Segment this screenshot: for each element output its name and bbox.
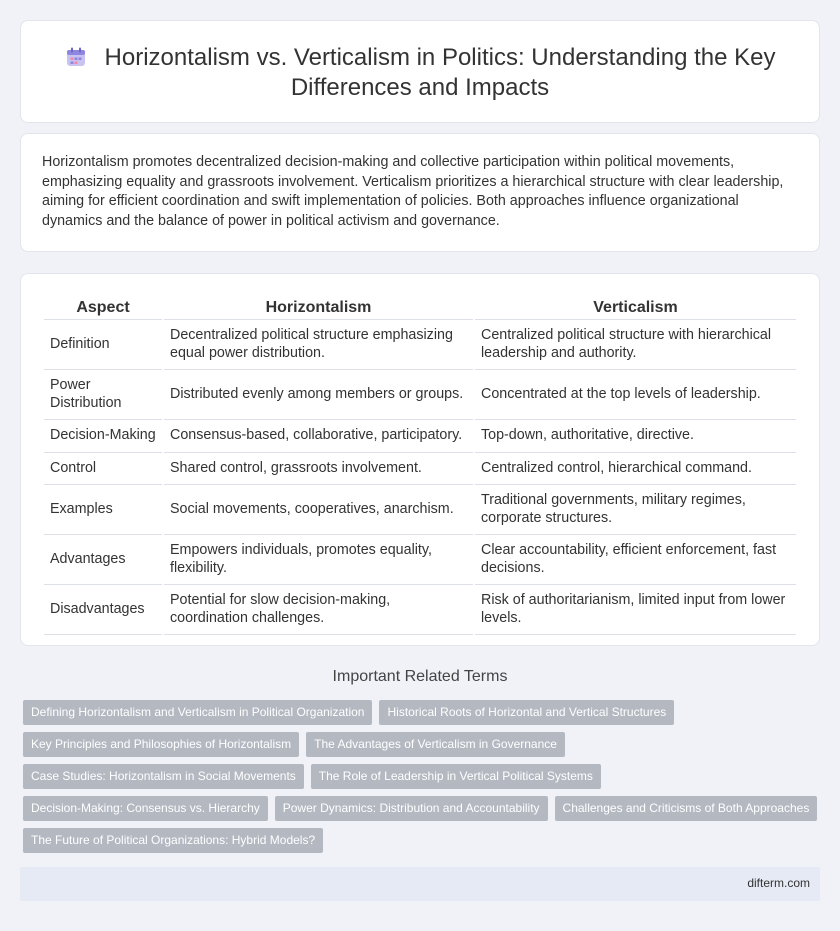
table-header-row [44,296,796,320]
calendar-icon [65,46,87,68]
title-card [20,20,820,123]
table-row [44,420,796,453]
verticalism-cell: Centralized control, hierarchical command. [475,453,796,486]
table-row [44,320,796,370]
verticalism-cell: Top-down, authoritative, directive. [475,420,796,453]
aspect-cell: Examples [44,485,162,535]
aspect-cell: Disadvantages [44,585,162,635]
table-row [44,535,796,585]
page-title-wrapper [21,43,819,103]
aspect-cell: Advantages [44,535,162,585]
verticalism-cell: Risk of authoritarianism, limited input from lower levels. [475,585,796,635]
table-row [44,370,796,420]
aspect-cell: Decision-Making [44,420,162,453]
footer [20,867,820,901]
related-term-tag[interactable]: Historical Roots of Horizontal and Vertical Structures [379,700,674,725]
related-term-tag[interactable]: The Role of Leadership in Vertical Political Systems [311,764,601,789]
related-terms-row [23,700,681,725]
aspect-cell: Control [44,453,162,486]
horizontalism-cell: Decentralized political structure emphasizing equal power distribution. [164,320,473,370]
related-terms-row [23,796,824,821]
intro-paragraph: Horizontalism promotes decentralized decision-making and collective participation within political movements, emphasizing equality and grassroots involvement. Verticalism prioritizes a hierarchical structure with clear leadership, aiming for efficient coordination and swift implementation of policies. Both approaches influence organizational dynamics and the balance of power in political activism and governance. [42,154,784,229]
verticalism-cell: Traditional governments, military regimes, corporate structures. [475,485,796,535]
horizontalism-cell: Potential for slow decision-making, coordination challenges. [164,585,473,635]
horizontalism-cell: Shared control, grassroots involvement. [164,453,473,486]
header-verticalism: Verticalism [475,296,796,320]
aspect-cell: Power Distribution [44,370,162,420]
related-term-tag[interactable]: Power Dynamics: Distribution and Accountability [275,796,548,821]
page-title: Horizontalism vs. Verticalism in Politics: Understanding the Key Differences and Impacts [104,44,776,101]
horizontalism-cell: Empowers individuals, promotes equality, flexibility. [164,535,473,585]
related-term-tag[interactable]: The Future of Political Organizations: Hybrid Models? [23,828,323,853]
related-term-tag[interactable]: Case Studies: Horizontalism in Social Movements [23,764,304,789]
verticalism-cell: Centralized political structure with hierarchical leadership and authority. [475,320,796,370]
related-terms-row [23,828,330,853]
related-term-tag[interactable]: Decision-Making: Consensus vs. Hierarchy [23,796,268,821]
table-row [44,485,796,535]
aspect-cell: Definition [44,320,162,370]
related-term-tag[interactable]: Key Principles and Philosophies of Horizontalism [23,732,299,757]
related-term-tag[interactable]: The Advantages of Verticalism in Governance [306,732,565,757]
intro-card [20,133,820,252]
table-row [44,453,796,486]
footer-site-link[interactable]: difterm.com [747,876,810,890]
comparison-table-card [20,273,820,646]
horizontalism-cell: Distributed evenly among members or groups. [164,370,473,420]
related-terms-row [23,764,608,789]
horizontalism-cell: Consensus-based, collaborative, participatory. [164,420,473,453]
header-aspect: Aspect [44,296,162,320]
related-term-tag[interactable]: Defining Horizontalism and Verticalism in Political Organization [23,700,372,725]
verticalism-cell: Clear accountability, efficient enforcement, fast decisions. [475,535,796,585]
related-terms-heading: Important Related Terms [332,668,508,685]
header-horizontalism: Horizontalism [164,296,473,320]
related-terms-row [23,732,572,757]
related-term-tag[interactable]: Challenges and Criticisms of Both Approaches [555,796,818,821]
verticalism-cell: Concentrated at the top levels of leadership. [475,370,796,420]
horizontalism-cell: Social movements, cooperatives, anarchism. [164,485,473,535]
comparison-table [42,296,798,635]
table-row [44,585,796,635]
